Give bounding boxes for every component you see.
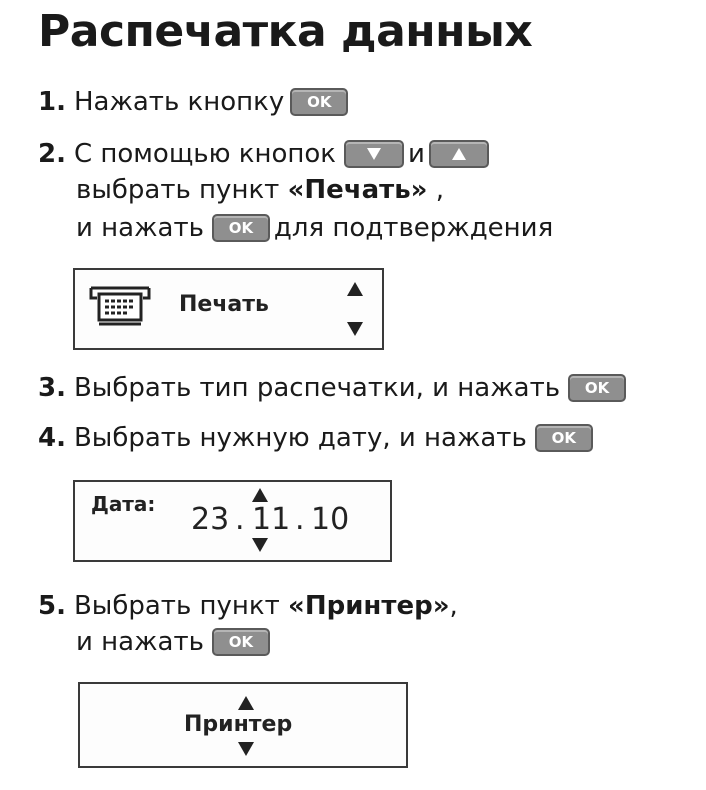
step-number: 4. bbox=[38, 423, 66, 453]
decrease-icon bbox=[252, 538, 268, 552]
step-number: 1. bbox=[38, 87, 66, 117]
up-button[interactable] bbox=[429, 140, 489, 168]
step-text: Выбрать пункт bbox=[73, 591, 289, 621]
step-number: 2. bbox=[38, 139, 66, 169]
step-5-line-2 bbox=[76, 626, 274, 658]
step-text: , bbox=[449, 591, 458, 621]
step-text: и нажать bbox=[76, 213, 204, 243]
page-title: Распечатка данных bbox=[38, 6, 533, 57]
scroll-up-icon bbox=[347, 282, 363, 296]
step-number: 3. bbox=[38, 373, 66, 403]
ok-button[interactable]: OK bbox=[212, 628, 270, 656]
step-text: для подтверждения bbox=[273, 213, 554, 243]
down-button[interactable] bbox=[344, 140, 404, 168]
step-text: Нажать кнопку bbox=[73, 87, 285, 117]
step-text: Выбрать тип распечатки, и нажать bbox=[73, 373, 561, 403]
lcd-label: Печать bbox=[179, 292, 269, 317]
date-day: 23 bbox=[191, 502, 230, 537]
step-2-line-2 bbox=[76, 174, 444, 206]
date-separator: . bbox=[295, 502, 305, 537]
step-5-line-1 bbox=[38, 590, 458, 622]
conjunction: и bbox=[408, 139, 425, 169]
lcd-date-display bbox=[73, 480, 392, 562]
step-text: , bbox=[427, 175, 444, 205]
lcd-print-display bbox=[73, 268, 384, 350]
lcd-printer-display bbox=[78, 682, 408, 768]
step-text: и нажать bbox=[76, 627, 204, 657]
step-2-line-1 bbox=[38, 138, 493, 170]
date-year: 10 bbox=[311, 502, 350, 537]
date-month: 11 bbox=[252, 502, 291, 537]
step-text: Выбрать нужную дату, и нажать bbox=[73, 423, 527, 453]
increase-icon bbox=[252, 488, 268, 502]
triangle-up-icon bbox=[452, 148, 466, 160]
step-text: выбрать пункт bbox=[76, 175, 288, 205]
scroll-up-icon bbox=[238, 696, 254, 710]
step-4 bbox=[38, 422, 597, 454]
scroll-down-icon bbox=[238, 742, 254, 756]
menu-item-name: «Печать» bbox=[287, 175, 428, 205]
ok-button[interactable]: OK bbox=[212, 214, 270, 242]
printer-icon bbox=[87, 284, 153, 328]
step-3 bbox=[38, 372, 630, 404]
triangle-down-icon bbox=[367, 148, 381, 160]
scroll-down-icon bbox=[347, 322, 363, 336]
date-label: Дата: bbox=[91, 492, 156, 516]
lcd-label: Принтер bbox=[184, 712, 293, 737]
step-number: 5. bbox=[38, 591, 66, 621]
menu-item-name: «Принтер» bbox=[288, 591, 450, 621]
ok-button[interactable]: OK bbox=[535, 424, 593, 452]
step-2-line-3 bbox=[76, 212, 553, 244]
step-1 bbox=[38, 86, 352, 118]
ok-button[interactable]: OK bbox=[290, 88, 348, 116]
date-separator: . bbox=[235, 502, 245, 537]
ok-button[interactable]: OK bbox=[568, 374, 626, 402]
step-text: С помощью кнопок bbox=[73, 139, 336, 169]
